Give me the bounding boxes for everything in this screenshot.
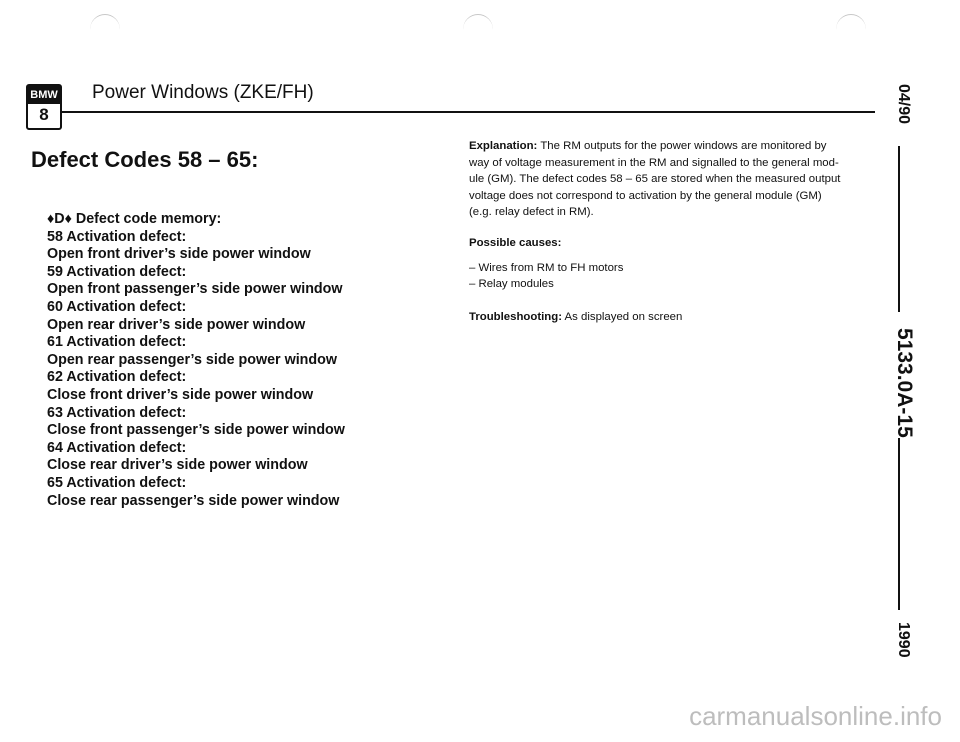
defect-line: 60 Activation defect: [47,298,187,315]
punch-mark-2 [463,14,493,45]
bmw-8-logo [26,84,62,130]
explanation-line: voltage does not correspond to activation by the general module (GM) [469,189,822,202]
punch-mark-1 [90,14,120,45]
explanation-line: ule (GM). The defect codes 58 – 65 are stored when the measured output [469,173,841,186]
defect-line: 61 Activation defect: [47,334,187,351]
troubleshooting-label: Troubleshooting: [469,310,563,323]
explanation-line: (e.g. relay defect in RM). [469,206,594,219]
punch-mark-3 [836,14,866,45]
explanation-paragraph [469,138,859,221]
explanation-line: The RM outputs for the power windows are monitored by [537,140,827,152]
defect-line: Open rear driver’s side power window [47,316,306,333]
section-title: Defect Codes 58 – 65: [31,147,259,172]
margin-year: 1990 [895,622,912,658]
cause-item: – Wires from RM to FH motors [469,261,624,274]
header-rule [60,111,875,113]
defect-line: 62 Activation defect: [47,369,187,386]
defect-line: 63 Activation defect: [47,404,187,421]
troubleshooting-paragraph [469,309,859,326]
defect-line: Open front driver’s side power window [47,246,311,263]
logo-series: 8 [39,105,49,124]
defect-line: 58 Activation defect: [47,228,187,245]
defect-line: Close rear passenger’s side power window [47,492,340,509]
possible-causes-list [469,260,859,293]
defect-line: Open rear passenger’s side power window [47,351,337,368]
defect-line: 65 Activation defect: [47,474,187,491]
page-header-title: Power Windows (ZKE/FH) [92,82,314,103]
possible-causes-heading: Possible causes: [469,236,562,249]
defect-line: 59 Activation defect: [47,263,187,280]
explanation-column [469,138,859,325]
watermark: carmanualsonline.info [689,701,942,731]
explanation-label: Explanation: [469,140,538,152]
margin-date: 04/90 [895,84,912,125]
cause-item: – Relay modules [469,278,554,291]
troubleshooting-text: As displayed on screen [562,310,683,323]
margin-rule-1 [898,146,900,312]
explanation-line: way of voltage measurement in the RM and signalled to the general mod- [469,156,839,169]
defect-line: Close front driver’s side power window [47,386,314,403]
defect-line: Open front passenger’s side power window [47,281,343,298]
defect-line: Close front passenger’s side power window [47,422,345,439]
defect-code-list [47,211,377,510]
defect-line: 64 Activation defect: [47,439,187,456]
margin-code: 5133.0A-15 [893,328,916,438]
margin-rule-2 [898,438,900,610]
logo-brand: BMW [28,86,60,104]
defect-line: Close rear driver’s side power window [47,457,308,474]
memory-heading: ♦D♦ Defect code memory: [47,211,222,227]
